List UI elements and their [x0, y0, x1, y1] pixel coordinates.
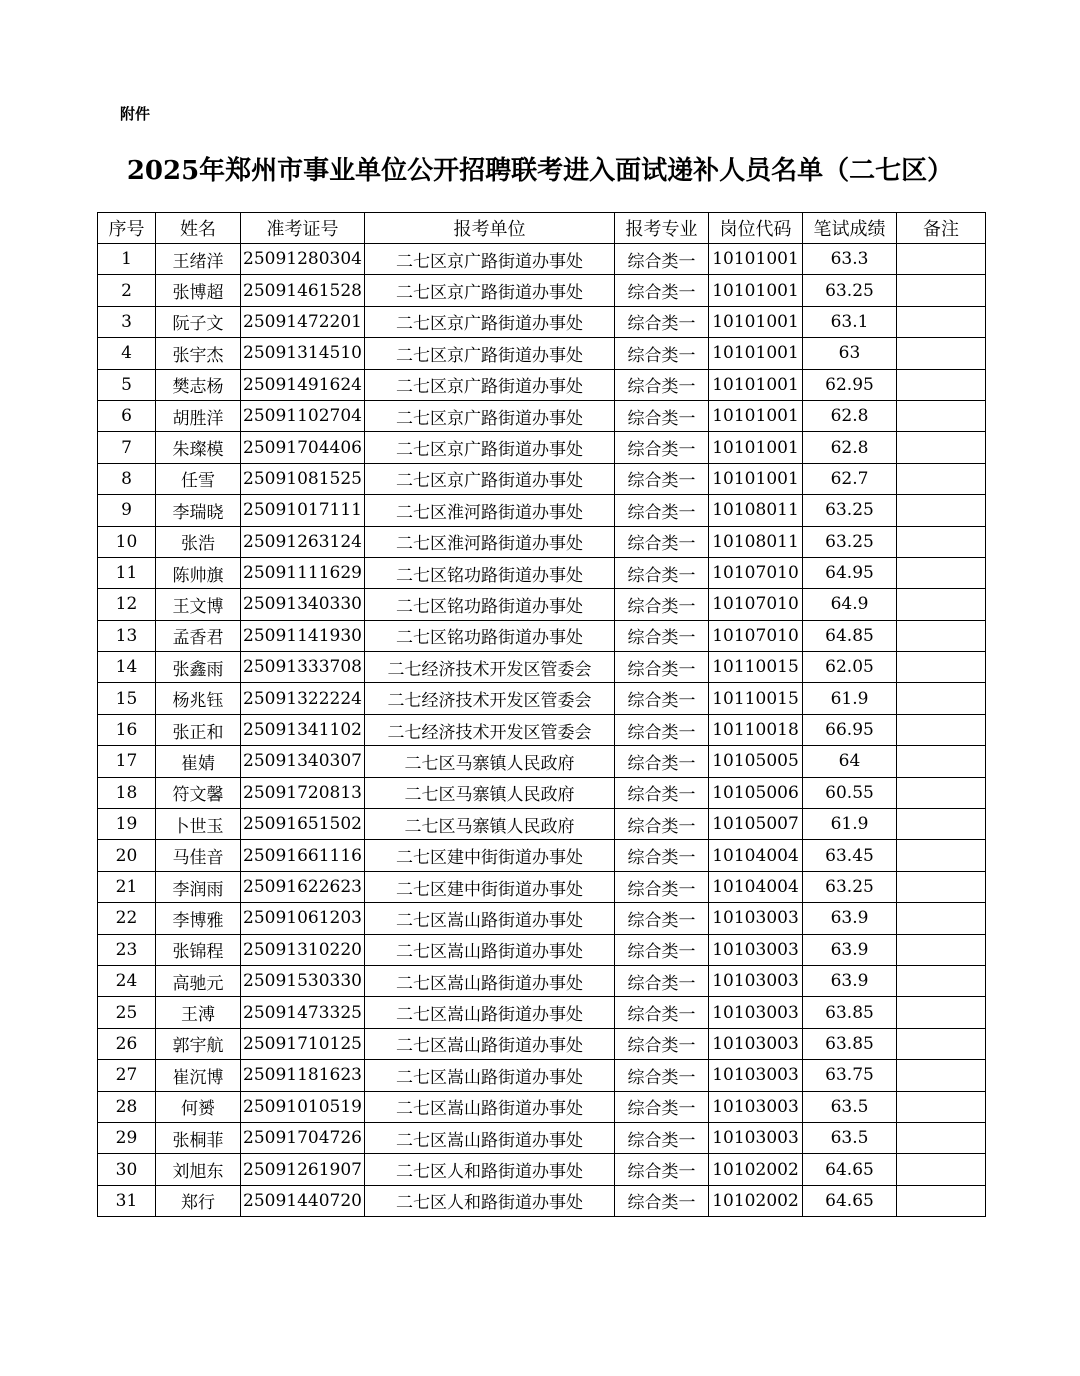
- written-score-cell: 61.9: [803, 683, 897, 714]
- position-code-cell: 10103003: [709, 1091, 803, 1122]
- table-row: [98, 934, 986, 965]
- exam-major-cell: 综合类一: [615, 746, 709, 777]
- written-score-cell: 63.3: [803, 244, 897, 275]
- exam-major-cell: 综合类一: [615, 683, 709, 714]
- header-cell: 岗位代码: [709, 213, 803, 244]
- remarks-cell: [897, 275, 986, 306]
- row-index-cell: 1: [98, 244, 156, 275]
- row-index-cell: 17: [98, 746, 156, 777]
- row-index-cell: 23: [98, 934, 156, 965]
- remarks-cell: [897, 432, 986, 463]
- position-code-cell: 10101001: [709, 306, 803, 337]
- employer-unit-cell: 二七区嵩山路街道办事处: [365, 934, 615, 965]
- written-score-cell: 63.85: [803, 1028, 897, 1059]
- written-score-cell: 64.95: [803, 557, 897, 588]
- candidate-name-cell: 郑行: [156, 1185, 241, 1216]
- exam-major-cell: 综合类一: [615, 1122, 709, 1153]
- exam-major-cell: 综合类一: [615, 840, 709, 871]
- exam-major-cell: 综合类一: [615, 432, 709, 463]
- row-index-cell: 2: [98, 275, 156, 306]
- written-score-cell: 63.25: [803, 275, 897, 306]
- table-row: [98, 495, 986, 526]
- exam-major-cell: 综合类一: [615, 526, 709, 557]
- exam-number-cell: 25091017111: [241, 495, 365, 526]
- position-code-cell: 10103003: [709, 934, 803, 965]
- exam-number-cell: 25091333708: [241, 652, 365, 683]
- remarks-cell: [897, 400, 986, 431]
- table-row: [98, 620, 986, 651]
- exam-major-cell: 综合类一: [615, 809, 709, 840]
- table-row: [98, 871, 986, 902]
- candidate-name-cell: 张宇杰: [156, 338, 241, 369]
- remarks-cell: [897, 1060, 986, 1091]
- candidate-name-cell: 李瑞晓: [156, 495, 241, 526]
- header-cell: 笔试成绩: [803, 213, 897, 244]
- employer-unit-cell: 二七区铭功路街道办事处: [365, 620, 615, 651]
- exam-major-cell: 综合类一: [615, 400, 709, 431]
- row-index-cell: 12: [98, 589, 156, 620]
- table-row: [98, 432, 986, 463]
- exam-number-cell: 25091340307: [241, 746, 365, 777]
- exam-number-cell: 25091720813: [241, 777, 365, 808]
- remarks-cell: [897, 997, 986, 1028]
- exam-major-cell: 综合类一: [615, 1091, 709, 1122]
- candidate-name-cell: 刘旭东: [156, 1154, 241, 1185]
- table-row: [98, 965, 986, 996]
- remarks-cell: [897, 934, 986, 965]
- table-row: [98, 683, 986, 714]
- row-index-cell: 22: [98, 903, 156, 934]
- remarks-cell: [897, 1185, 986, 1216]
- remarks-cell: [897, 746, 986, 777]
- exam-major-cell: 综合类一: [615, 369, 709, 400]
- written-score-cell: 62.05: [803, 652, 897, 683]
- exam-major-cell: 综合类一: [615, 1154, 709, 1185]
- exam-major-cell: 综合类一: [615, 1185, 709, 1216]
- employer-unit-cell: 二七经济技术开发区管委会: [365, 652, 615, 683]
- document-title: 2025年郑州市事业单位公开招聘联考进入面试递补人员名单（二七区）: [126, 156, 954, 186]
- row-index-cell: 20: [98, 840, 156, 871]
- table-row: [98, 369, 986, 400]
- position-code-cell: 10102002: [709, 1185, 803, 1216]
- remarks-cell: [897, 338, 986, 369]
- employer-unit-cell: 二七区嵩山路街道办事处: [365, 1060, 615, 1091]
- candidate-name-cell: 张浩: [156, 526, 241, 557]
- table-row: [98, 275, 986, 306]
- employer-unit-cell: 二七区人和路街道办事处: [365, 1154, 615, 1185]
- row-index-cell: 7: [98, 432, 156, 463]
- exam-number-cell: 25091181623: [241, 1060, 365, 1091]
- row-index-cell: 16: [98, 714, 156, 745]
- exam-number-cell: 25091440720: [241, 1185, 365, 1216]
- table-row: [98, 746, 986, 777]
- position-code-cell: 10107010: [709, 620, 803, 651]
- position-code-cell: 10108011: [709, 495, 803, 526]
- employer-unit-cell: 二七区建中街街道办事处: [365, 871, 615, 902]
- row-index-cell: 27: [98, 1060, 156, 1091]
- table-row: [98, 400, 986, 431]
- employer-unit-cell: 二七区京广路街道办事处: [365, 275, 615, 306]
- remarks-cell: [897, 840, 986, 871]
- row-index-cell: 18: [98, 777, 156, 808]
- candidate-name-cell: 张锦程: [156, 934, 241, 965]
- position-code-cell: 10103003: [709, 903, 803, 934]
- exam-number-cell: 25091622623: [241, 871, 365, 902]
- employer-unit-cell: 二七区嵩山路街道办事处: [365, 903, 615, 934]
- row-index-cell: 19: [98, 809, 156, 840]
- table-body: [98, 244, 986, 1217]
- header-cell: 报考单位: [365, 213, 615, 244]
- employer-unit-cell: 二七区京广路街道办事处: [365, 306, 615, 337]
- candidate-name-cell: 李润雨: [156, 871, 241, 902]
- candidate-name-cell: 王绪洋: [156, 244, 241, 275]
- exam-major-cell: 综合类一: [615, 306, 709, 337]
- row-index-cell: 4: [98, 338, 156, 369]
- exam-number-cell: 25091472201: [241, 306, 365, 337]
- written-score-cell: 61.9: [803, 809, 897, 840]
- candidate-name-cell: 崔沉博: [156, 1060, 241, 1091]
- candidate-name-cell: 符文馨: [156, 777, 241, 808]
- remarks-cell: [897, 809, 986, 840]
- row-index-cell: 25: [98, 997, 156, 1028]
- table-row: [98, 589, 986, 620]
- employer-unit-cell: 二七区嵩山路街道办事处: [365, 1028, 615, 1059]
- employer-unit-cell: 二七区京广路街道办事处: [365, 400, 615, 431]
- table-row: [98, 777, 986, 808]
- remarks-cell: [897, 871, 986, 902]
- employer-unit-cell: 二七区嵩山路街道办事处: [365, 997, 615, 1028]
- position-code-cell: 10107010: [709, 557, 803, 588]
- exam-major-cell: 综合类一: [615, 244, 709, 275]
- written-score-cell: 63.75: [803, 1060, 897, 1091]
- written-score-cell: 62.8: [803, 400, 897, 431]
- written-score-cell: 63.25: [803, 495, 897, 526]
- position-code-cell: 10110018: [709, 714, 803, 745]
- employer-unit-cell: 二七经济技术开发区管委会: [365, 683, 615, 714]
- remarks-cell: [897, 652, 986, 683]
- written-score-cell: 62.7: [803, 463, 897, 494]
- candidate-name-cell: 崔婧: [156, 746, 241, 777]
- table-row: [98, 714, 986, 745]
- position-code-cell: 10107010: [709, 589, 803, 620]
- row-index-cell: 14: [98, 652, 156, 683]
- employer-unit-cell: 二七区京广路街道办事处: [365, 244, 615, 275]
- exam-major-cell: 综合类一: [615, 338, 709, 369]
- exam-major-cell: 综合类一: [615, 275, 709, 306]
- remarks-cell: [897, 557, 986, 588]
- candidate-name-cell: 张桐菲: [156, 1122, 241, 1153]
- written-score-cell: 64: [803, 746, 897, 777]
- written-score-cell: 63.9: [803, 965, 897, 996]
- candidate-name-cell: 杨兆钰: [156, 683, 241, 714]
- employer-unit-cell: 二七区京广路街道办事处: [365, 338, 615, 369]
- exam-major-cell: 综合类一: [615, 965, 709, 996]
- written-score-cell: 63.45: [803, 840, 897, 871]
- attachment-label: 附件: [120, 105, 151, 123]
- exam-number-cell: 25091661116: [241, 840, 365, 871]
- exam-major-cell: 综合类一: [615, 871, 709, 902]
- position-code-cell: 10105005: [709, 746, 803, 777]
- exam-major-cell: 综合类一: [615, 1028, 709, 1059]
- position-code-cell: 10105006: [709, 777, 803, 808]
- position-code-cell: 10101001: [709, 338, 803, 369]
- exam-number-cell: 25091322224: [241, 683, 365, 714]
- written-score-cell: 64.65: [803, 1154, 897, 1185]
- exam-number-cell: 25091141930: [241, 620, 365, 651]
- remarks-cell: [897, 463, 986, 494]
- position-code-cell: 10103003: [709, 1028, 803, 1059]
- written-score-cell: 64.85: [803, 620, 897, 651]
- candidate-name-cell: 张鑫雨: [156, 652, 241, 683]
- employer-unit-cell: 二七区淮河路街道办事处: [365, 495, 615, 526]
- table-row: [98, 1185, 986, 1216]
- written-score-cell: 62.95: [803, 369, 897, 400]
- candidate-name-cell: 陈帅旗: [156, 557, 241, 588]
- table-row: [98, 1122, 986, 1153]
- exam-number-cell: 25091491624: [241, 369, 365, 400]
- row-index-cell: 3: [98, 306, 156, 337]
- candidate-name-cell: 张博超: [156, 275, 241, 306]
- remarks-cell: [897, 903, 986, 934]
- header-cell: 姓名: [156, 213, 241, 244]
- table-row: [98, 809, 986, 840]
- remarks-cell: [897, 1091, 986, 1122]
- candidate-name-cell: 高驰元: [156, 965, 241, 996]
- written-score-cell: 64.9: [803, 589, 897, 620]
- employer-unit-cell: 二七区嵩山路街道办事处: [365, 1122, 615, 1153]
- employer-unit-cell: 二七区嵩山路街道办事处: [365, 965, 615, 996]
- table-row: [98, 244, 986, 275]
- exam-major-cell: 综合类一: [615, 934, 709, 965]
- remarks-cell: [897, 683, 986, 714]
- position-code-cell: 10101001: [709, 244, 803, 275]
- remarks-cell: [897, 306, 986, 337]
- position-code-cell: 10110015: [709, 652, 803, 683]
- position-code-cell: 10104004: [709, 840, 803, 871]
- remarks-cell: [897, 714, 986, 745]
- written-score-cell: 63.25: [803, 526, 897, 557]
- candidate-name-cell: 胡胜洋: [156, 400, 241, 431]
- exam-major-cell: 综合类一: [615, 1060, 709, 1091]
- table-row: [98, 997, 986, 1028]
- employer-unit-cell: 二七区铭功路街道办事处: [365, 557, 615, 588]
- table-row: [98, 840, 986, 871]
- position-code-cell: 10102002: [709, 1154, 803, 1185]
- row-index-cell: 8: [98, 463, 156, 494]
- row-index-cell: 26: [98, 1028, 156, 1059]
- candidate-name-cell: 樊志杨: [156, 369, 241, 400]
- exam-major-cell: 综合类一: [615, 495, 709, 526]
- employer-unit-cell: 二七区京广路街道办事处: [365, 463, 615, 494]
- exam-number-cell: 25091651502: [241, 809, 365, 840]
- table-row: [98, 652, 986, 683]
- header-cell: 准考证号: [241, 213, 365, 244]
- exam-number-cell: 25091280304: [241, 244, 365, 275]
- employer-unit-cell: 二七区铭功路街道办事处: [365, 589, 615, 620]
- exam-major-cell: 综合类一: [615, 557, 709, 588]
- employer-unit-cell: 二七区马寨镇人民政府: [365, 777, 615, 808]
- exam-major-cell: 综合类一: [615, 589, 709, 620]
- candidate-name-cell: 李博雅: [156, 903, 241, 934]
- remarks-cell: [897, 965, 986, 996]
- exam-number-cell: 25091111629: [241, 557, 365, 588]
- position-code-cell: 10103003: [709, 1060, 803, 1091]
- written-score-cell: 63.5: [803, 1091, 897, 1122]
- candidate-name-cell: 郭宇航: [156, 1028, 241, 1059]
- table-row: [98, 557, 986, 588]
- remarks-cell: [897, 620, 986, 651]
- position-code-cell: 10110015: [709, 683, 803, 714]
- remarks-cell: [897, 244, 986, 275]
- header-cell: 报考专业: [615, 213, 709, 244]
- table-header-row: [98, 213, 986, 244]
- exam-number-cell: 25091340330: [241, 589, 365, 620]
- remarks-cell: [897, 369, 986, 400]
- position-code-cell: 10105007: [709, 809, 803, 840]
- written-score-cell: 62.8: [803, 432, 897, 463]
- employer-unit-cell: 二七区马寨镇人民政府: [365, 746, 615, 777]
- table-row: [98, 903, 986, 934]
- candidate-name-cell: 卜世玉: [156, 809, 241, 840]
- exam-major-cell: 综合类一: [615, 714, 709, 745]
- row-index-cell: 24: [98, 965, 156, 996]
- candidate-name-cell: 王文博: [156, 589, 241, 620]
- candidate-name-cell: 马佳音: [156, 840, 241, 871]
- exam-number-cell: 25091530330: [241, 965, 365, 996]
- written-score-cell: 63.85: [803, 997, 897, 1028]
- written-score-cell: 63.25: [803, 871, 897, 902]
- exam-major-cell: 综合类一: [615, 997, 709, 1028]
- position-code-cell: 10101001: [709, 369, 803, 400]
- remarks-cell: [897, 589, 986, 620]
- written-score-cell: 66.95: [803, 714, 897, 745]
- employer-unit-cell: 二七区马寨镇人民政府: [365, 809, 615, 840]
- candidate-name-cell: 朱璨模: [156, 432, 241, 463]
- exam-number-cell: 25091314510: [241, 338, 365, 369]
- remarks-cell: [897, 1028, 986, 1059]
- exam-number-cell: 25091710125: [241, 1028, 365, 1059]
- employer-unit-cell: 二七区建中街街道办事处: [365, 840, 615, 871]
- row-index-cell: 15: [98, 683, 156, 714]
- written-score-cell: 64.65: [803, 1185, 897, 1216]
- candidate-name-cell: 阮子文: [156, 306, 241, 337]
- exam-number-cell: 25091081525: [241, 463, 365, 494]
- position-code-cell: 10101001: [709, 400, 803, 431]
- row-index-cell: 13: [98, 620, 156, 651]
- employer-unit-cell: 二七区淮河路街道办事处: [365, 526, 615, 557]
- remarks-cell: [897, 1122, 986, 1153]
- exam-number-cell: 25091704726: [241, 1122, 365, 1153]
- written-score-cell: 63.5: [803, 1122, 897, 1153]
- written-score-cell: 63.9: [803, 903, 897, 934]
- table-row: [98, 338, 986, 369]
- position-code-cell: 10104004: [709, 871, 803, 902]
- written-score-cell: 60.55: [803, 777, 897, 808]
- row-index-cell: 30: [98, 1154, 156, 1185]
- table-row: [98, 463, 986, 494]
- exam-number-cell: 25091704406: [241, 432, 365, 463]
- candidate-name-cell: 张正和: [156, 714, 241, 745]
- position-code-cell: 10103003: [709, 965, 803, 996]
- exam-number-cell: 25091263124: [241, 526, 365, 557]
- written-score-cell: 63.1: [803, 306, 897, 337]
- candidate-name-cell: 何赟: [156, 1091, 241, 1122]
- remarks-cell: [897, 1154, 986, 1185]
- table-row: [98, 1091, 986, 1122]
- employer-unit-cell: 二七区京广路街道办事处: [365, 432, 615, 463]
- candidate-name-cell: 任雪: [156, 463, 241, 494]
- exam-major-cell: 综合类一: [615, 903, 709, 934]
- written-score-cell: 63: [803, 338, 897, 369]
- remarks-cell: [897, 777, 986, 808]
- employer-unit-cell: 二七区嵩山路街道办事处: [365, 1091, 615, 1122]
- position-code-cell: 10101001: [709, 432, 803, 463]
- row-index-cell: 28: [98, 1091, 156, 1122]
- row-index-cell: 6: [98, 400, 156, 431]
- exam-major-cell: 综合类一: [615, 620, 709, 651]
- exam-number-cell: 25091310220: [241, 934, 365, 965]
- exam-number-cell: 25091461528: [241, 275, 365, 306]
- row-index-cell: 21: [98, 871, 156, 902]
- header-cell: 序号: [98, 213, 156, 244]
- row-index-cell: 31: [98, 1185, 156, 1216]
- employer-unit-cell: 二七经济技术开发区管委会: [365, 714, 615, 745]
- written-score-cell: 63.9: [803, 934, 897, 965]
- exam-number-cell: 25091341102: [241, 714, 365, 745]
- remarks-cell: [897, 495, 986, 526]
- exam-number-cell: 25091061203: [241, 903, 365, 934]
- exam-number-cell: 25091010519: [241, 1091, 365, 1122]
- row-index-cell: 10: [98, 526, 156, 557]
- exam-number-cell: 25091102704: [241, 400, 365, 431]
- header-cell: 备注: [897, 213, 986, 244]
- row-index-cell: 29: [98, 1122, 156, 1153]
- position-code-cell: 10103003: [709, 1122, 803, 1153]
- table-row: [98, 306, 986, 337]
- table-row: [98, 1028, 986, 1059]
- employer-unit-cell: 二七区京广路街道办事处: [365, 369, 615, 400]
- candidate-name-cell: 孟香君: [156, 620, 241, 651]
- position-code-cell: 10103003: [709, 997, 803, 1028]
- position-code-cell: 10101001: [709, 463, 803, 494]
- exam-major-cell: 综合类一: [615, 777, 709, 808]
- table-row: [98, 526, 986, 557]
- exam-number-cell: 25091261907: [241, 1154, 365, 1185]
- candidate-name-cell: 王溥: [156, 997, 241, 1028]
- row-index-cell: 11: [98, 557, 156, 588]
- position-code-cell: 10101001: [709, 275, 803, 306]
- table-row: [98, 1060, 986, 1091]
- row-index-cell: 9: [98, 495, 156, 526]
- candidate-table: [97, 212, 986, 1217]
- exam-major-cell: 综合类一: [615, 463, 709, 494]
- exam-major-cell: 综合类一: [615, 652, 709, 683]
- position-code-cell: 10108011: [709, 526, 803, 557]
- remarks-cell: [897, 526, 986, 557]
- row-index-cell: 5: [98, 369, 156, 400]
- table-row: [98, 1154, 986, 1185]
- exam-number-cell: 25091473325: [241, 997, 365, 1028]
- employer-unit-cell: 二七区人和路街道办事处: [365, 1185, 615, 1216]
